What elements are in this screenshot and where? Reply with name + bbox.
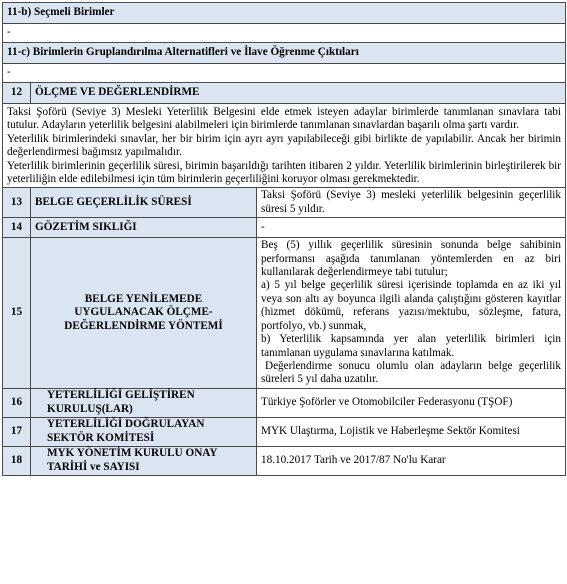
row-18 xyxy=(3,446,566,475)
row-15-number: 15 xyxy=(3,238,31,388)
row-17 xyxy=(3,417,566,446)
row-15 xyxy=(3,238,566,388)
row-14 xyxy=(3,218,566,238)
row-17-number: 17 xyxy=(3,417,31,446)
section-12-paragraph: Yeterlilik birimlerinin geçerlilik süresi, birimin başarıldığı tarihten itibaren 2 yıldır. Yeterlilik birimlerinin birleştirilerek bir yeterliliğin elde edilebilmesi için tüm birimlerin geçerliliğini koruyor olması gerekmektedir. xyxy=(7,159,562,186)
row-15-intro: Beş (5) yıllık geçerlilik süresinin sonunda belge sahibinin performansı aşağıda tanımlanan yöntemlerden en az biri kullanılarak değerlendirmeye tabi tutulur; xyxy=(261,239,562,279)
row-13-value: Taksi Şoförü (Seviye 3) mesleki yeterlilik belgesinin geçerlilik süresi 5 yıldır. xyxy=(257,188,566,218)
section-11c-title: 11-c) Birimlerin Gruplandırılma Alternatifleri ve İlave Öğrenme Çıktıları xyxy=(3,43,566,64)
section-12-content xyxy=(3,104,566,188)
section-12-number: 12 xyxy=(3,83,31,104)
row-14-number: 14 xyxy=(3,218,31,238)
row-13-label: BELGE GEÇERLİLİK SÜRESİ xyxy=(31,188,257,218)
section-11c-header xyxy=(3,43,566,64)
row-15-item-a: a) 5 yıl belge geçerlilik süresi içerisinde toplamda en az iki yıl veya son altı ay boyunca ilgili alanda çalıştığını gösteren kayıtlar (hizmet dökümü, referans yazısı/mektubu, sözleşme, fatura, portfolyo, vb.) sunmak, xyxy=(261,279,562,332)
row-14-value: - xyxy=(257,218,566,238)
row-15-outro: Değerlendirme sonucu olumlu olan adayların belge geçerlilik süreleri 5 yıl daha uzatılır. xyxy=(261,359,562,386)
section-12-header xyxy=(3,83,566,104)
row-14-label: GÖZETİM SIKLIĞI xyxy=(31,218,257,238)
row-17-value: MYK Ulaştırma, Lojistik ve Haberleşme Sektör Komitesi xyxy=(257,417,566,446)
row-15-label: BELGE YENİLEMEDE UYGULANACAK ÖLÇME-DEĞERLENDİRME YÖNTEMİ xyxy=(31,238,257,388)
row-16-number: 16 xyxy=(3,388,31,417)
row-18-label: MYK YÖNETİM KURULU ONAY TARİHİ ve SAYISI xyxy=(31,446,257,475)
section-12-body xyxy=(3,104,566,188)
section-12-title: ÖLÇME VE DEĞERLENDİRME xyxy=(31,83,566,104)
row-13-number: 13 xyxy=(3,188,31,218)
section-12-paragraph: Yeterlilik birimlerindeki sınavlar, her bir birim için ayrı ayrı yapılabileceği gibi birlikte de yapılabilir. Ancak her birimin değerlendirmesi bağımsız yapılmalıdır. xyxy=(7,132,562,159)
row-16-value: Türkiye Şoförler ve Otomobilciler Federasyonu (TŞOF) xyxy=(257,388,566,417)
section-12-paragraph: Taksi Şoförü (Seviye 3) Mesleki Yeterlilik Belgesini elde etmek isteyen adaylar birimlerde tanımlanan sınavlara tabi tutulur. Adayların yeterlilik belgesini alabilmeleri için birimlerde tanımlanan sınavlardan başarılı olma şartı vardır. xyxy=(7,106,562,132)
section-11c-body xyxy=(3,64,566,83)
row-16-label: YETERLİLİĞİ GELİŞTİREN KURULUŞ(LAR) xyxy=(31,388,257,417)
row-13 xyxy=(3,188,566,218)
row-18-number: 18 xyxy=(3,446,31,475)
section-11b-title: 11-b) Seçmeli Birimler xyxy=(3,3,566,24)
row-15-item-b: b) Yeterlilik kapsamında yer alan yeterlilik birimleri için tanımlanan uygulama sınavlarına katılmak. xyxy=(261,333,562,359)
qualification-table xyxy=(2,2,566,476)
section-11c-value: - xyxy=(3,64,566,83)
row-18-value: 18.10.2017 Tarih ve 2017/87 No'lu Karar xyxy=(257,446,566,475)
row-17-label: YETERLİLİĞİ DOĞRULAYAN SEKTÖR KOMİTESİ xyxy=(31,417,257,446)
section-11b-header xyxy=(3,3,566,24)
row-15-value xyxy=(257,238,566,388)
section-11b-body xyxy=(3,24,566,43)
section-11b-value: - xyxy=(3,24,566,43)
row-16 xyxy=(3,388,566,417)
